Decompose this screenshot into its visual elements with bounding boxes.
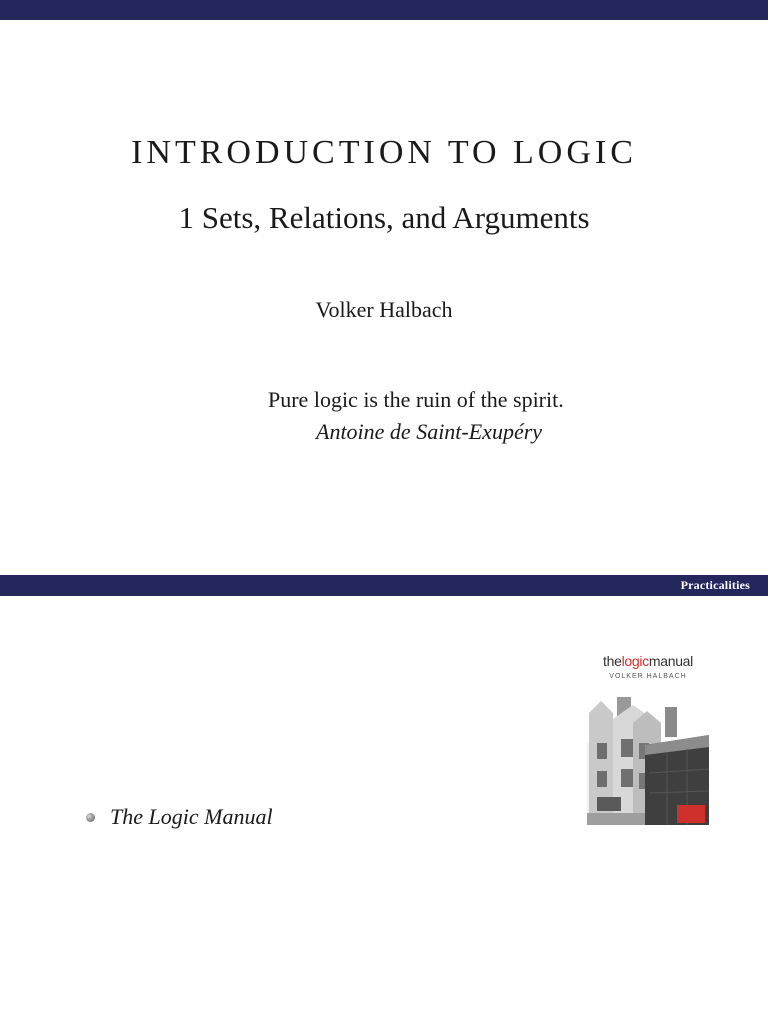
epigraph-quote: Pure logic is the ruin of the spirit. — [268, 387, 564, 412]
book-cover-title: thelogicmanual — [603, 653, 693, 669]
publisher-badge — [677, 805, 705, 823]
lecture-subtitle: 1 Sets, Relations, and Arguments — [178, 200, 590, 235]
author-name: Volker Halbach — [315, 297, 453, 322]
section-header-bar — [0, 575, 768, 596]
book-cover-image — [587, 651, 709, 825]
book-cover-author: VOLKER HALBACH — [609, 673, 687, 680]
bullet-icon — [86, 813, 95, 822]
building-photo-icon — [587, 683, 709, 825]
header-bar — [0, 0, 768, 20]
list-item — [86, 804, 273, 830]
epigraph-author: Antoine de Saint-Exupéry — [316, 419, 543, 444]
practicalities-slide — [0, 575, 768, 1024]
section-label: Practicalities — [680, 578, 750, 592]
lecture-title: INTRODUCTION TO LOGIC — [131, 134, 637, 171]
bullet-text: The Logic Manual — [110, 804, 273, 829]
